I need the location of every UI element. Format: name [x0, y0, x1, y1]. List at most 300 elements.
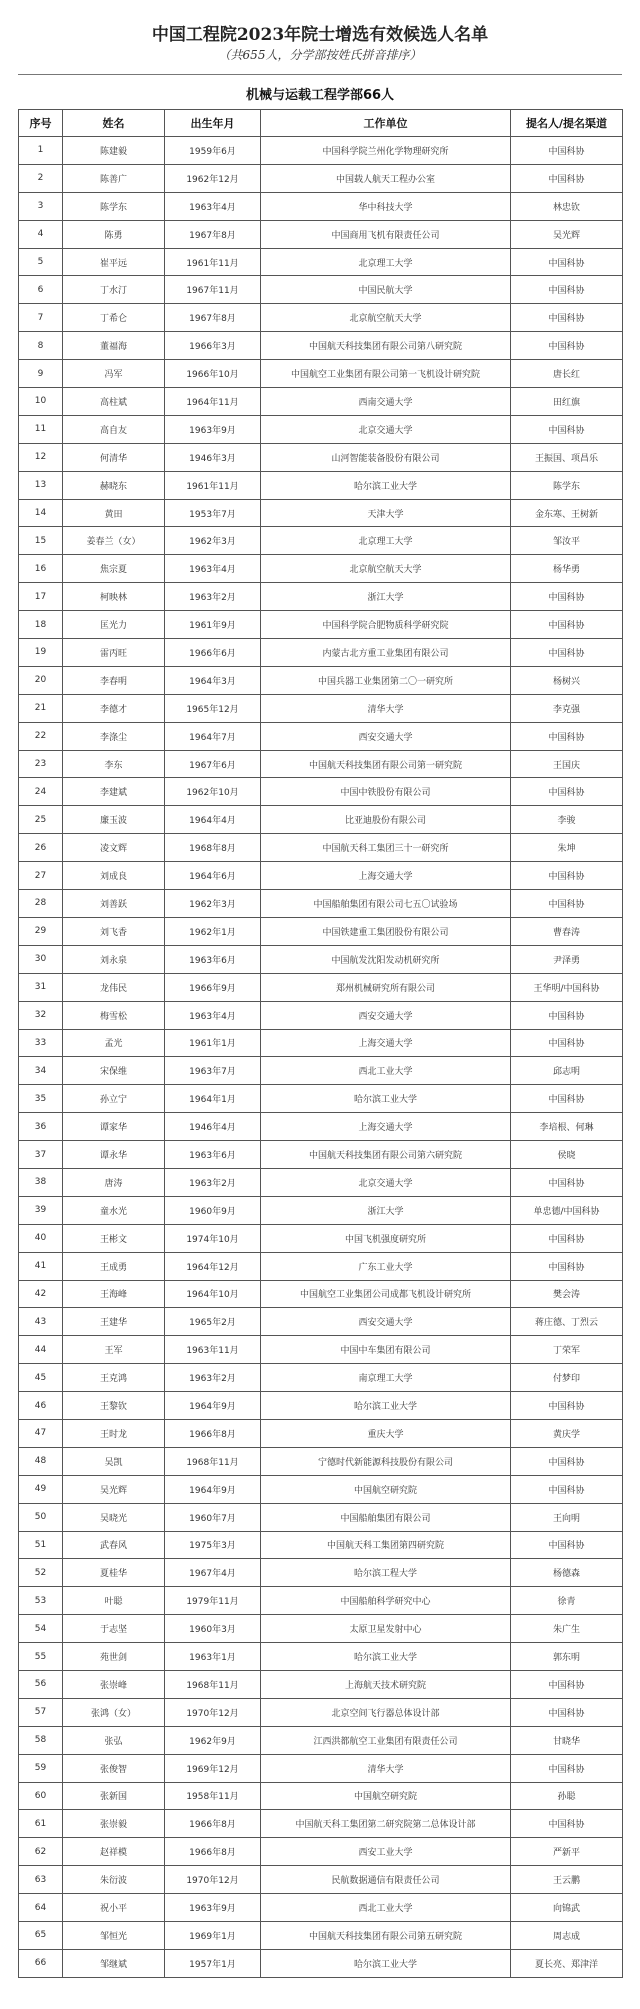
cell-name: 崔平远 [63, 248, 165, 276]
table-row [19, 1643, 623, 1671]
table-row [19, 276, 623, 304]
cell-name: 吴晓光 [63, 1503, 165, 1531]
column-header-name: 姓名 [63, 110, 165, 137]
cell-nominator: 王云鹏 [511, 1866, 623, 1894]
table-row [19, 1308, 623, 1336]
cell-organization: 山河智能装备股份有限公司 [261, 443, 511, 471]
cell-organization: 清华大学 [261, 694, 511, 722]
cell-birth: 1962年3月 [165, 890, 261, 918]
cell-number: 17 [19, 583, 63, 611]
cell-number: 60 [19, 1782, 63, 1810]
cell-nominator: 李培根、何琳 [511, 1113, 623, 1141]
cell-name: 王建华 [63, 1308, 165, 1336]
table-row [19, 862, 623, 890]
cell-name: 李东 [63, 750, 165, 778]
table-row [19, 666, 623, 694]
table-row [19, 1615, 623, 1643]
cell-number: 36 [19, 1113, 63, 1141]
cell-number: 3 [19, 192, 63, 220]
cell-nominator: 中国科协 [511, 862, 623, 890]
table-row [19, 1698, 623, 1726]
cell-nominator: 杨华勇 [511, 555, 623, 583]
cell-birth: 1963年2月 [165, 1168, 261, 1196]
cell-nominator: 中国科协 [511, 1475, 623, 1503]
cell-birth: 1957年1月 [165, 1949, 261, 1977]
table-row [19, 1475, 623, 1503]
column-header-nominator: 提名人/提名渠道 [511, 110, 623, 137]
cell-nominator: 中国科协 [511, 639, 623, 667]
cell-name: 谭家华 [63, 1113, 165, 1141]
cell-number: 5 [19, 248, 63, 276]
cell-organization: 哈尔滨工业大学 [261, 1949, 511, 1977]
cell-nominator: 田红旗 [511, 388, 623, 416]
cell-name: 张崇毅 [63, 1810, 165, 1838]
cell-name: 邹恒光 [63, 1922, 165, 1950]
cell-number: 66 [19, 1949, 63, 1977]
cell-name: 董福海 [63, 332, 165, 360]
cell-birth: 1969年12月 [165, 1754, 261, 1782]
cell-organization: 西安交通大学 [261, 1308, 511, 1336]
cell-birth: 1968年11月 [165, 1670, 261, 1698]
cell-birth: 1958年11月 [165, 1782, 261, 1810]
cell-nominator: 朱广生 [511, 1615, 623, 1643]
cell-name: 凌文辉 [63, 834, 165, 862]
cell-birth: 1963年6月 [165, 1141, 261, 1169]
cell-name: 焦宗夏 [63, 555, 165, 583]
cell-number: 29 [19, 917, 63, 945]
cell-nominator: 严新平 [511, 1838, 623, 1866]
cell-name: 孙立宁 [63, 1085, 165, 1113]
cell-organization: 西安交通大学 [261, 722, 511, 750]
cell-organization: 上海交通大学 [261, 1029, 511, 1057]
cell-nominator: 郭东明 [511, 1643, 623, 1671]
cell-number: 42 [19, 1280, 63, 1308]
cell-organization: 中国铁建重工集团股份有限公司 [261, 917, 511, 945]
cell-nominator: 李克强 [511, 694, 623, 722]
table-row [19, 1392, 623, 1420]
cell-nominator: 中国科协 [511, 304, 623, 332]
cell-organization: 江西洪都航空工业集团有限责任公司 [261, 1726, 511, 1754]
section-title: 机械与运载工程学部66人 [245, 88, 395, 103]
cell-nominator: 侯晓 [511, 1141, 623, 1169]
cell-birth: 1966年8月 [165, 1838, 261, 1866]
cell-birth: 1969年1月 [165, 1922, 261, 1950]
cell-nominator: 林忠钦 [511, 192, 623, 220]
cell-number: 62 [19, 1838, 63, 1866]
cell-organization: 中国中铁股份有限公司 [261, 778, 511, 806]
table-row [19, 750, 623, 778]
cell-nominator: 王振国、项昌乐 [511, 443, 623, 471]
cell-name: 张俊智 [63, 1754, 165, 1782]
cell-nominator: 单忠德/中国科协 [511, 1196, 623, 1224]
cell-nominator: 中国科协 [511, 583, 623, 611]
cell-organization: 中国科学院兰州化学物理研究所 [261, 137, 511, 165]
cell-nominator: 中国科协 [511, 248, 623, 276]
cell-number: 8 [19, 332, 63, 360]
cell-organization: 比亚迪股份有限公司 [261, 806, 511, 834]
cell-birth: 1966年10月 [165, 360, 261, 388]
cell-name: 刘善跃 [63, 890, 165, 918]
cell-nominator: 中国科协 [511, 276, 623, 304]
cell-name: 丁水汀 [63, 276, 165, 304]
cell-nominator: 邹汝平 [511, 527, 623, 555]
cell-birth: 1966年8月 [165, 1810, 261, 1838]
cell-organization: 内蒙古北方重工业集团有限公司 [261, 639, 511, 667]
column-header-number: 序号 [19, 110, 63, 137]
cell-nominator: 中国科协 [511, 1252, 623, 1280]
cell-organization: 中国中车集团有限公司 [261, 1336, 511, 1364]
table-row [19, 639, 623, 667]
cell-birth: 1963年7月 [165, 1057, 261, 1085]
cell-name: 宋保维 [63, 1057, 165, 1085]
table-row [19, 1196, 623, 1224]
document-title: 中国工程院2023年院士增选有效候选人名单 [151, 25, 489, 45]
cell-nominator: 王向明 [511, 1503, 623, 1531]
cell-organization: 中国船舶集团有限公司七五〇试验场 [261, 890, 511, 918]
cell-birth: 1962年9月 [165, 1726, 261, 1754]
table-row [19, 1113, 623, 1141]
cell-nominator: 中国科协 [511, 164, 623, 192]
table-row [19, 1670, 623, 1698]
cell-birth: 1979年11月 [165, 1587, 261, 1615]
cell-name: 王军 [63, 1336, 165, 1364]
cell-organization: 西南交通大学 [261, 388, 511, 416]
cell-organization: 中国兵器工业集团第二〇一研究所 [261, 666, 511, 694]
cell-number: 43 [19, 1308, 63, 1336]
cell-birth: 1967年8月 [165, 220, 261, 248]
cell-nominator: 中国科协 [511, 1029, 623, 1057]
title-divider [18, 74, 622, 75]
cell-nominator: 中国科协 [511, 332, 623, 360]
cell-organization: 中国商用飞机有限责任公司 [261, 220, 511, 248]
cell-nominator: 付梦印 [511, 1364, 623, 1392]
cell-birth: 1960年9月 [165, 1196, 261, 1224]
cell-organization: 哈尔滨工业大学 [261, 471, 511, 499]
cell-number: 35 [19, 1085, 63, 1113]
table-row [19, 1001, 623, 1029]
table-row [19, 1447, 623, 1475]
cell-number: 6 [19, 276, 63, 304]
cell-nominator: 朱坤 [511, 834, 623, 862]
cell-name: 丁希仑 [63, 304, 165, 332]
cell-organization: 北京交通大学 [261, 1168, 511, 1196]
table-row [19, 1168, 623, 1196]
cell-birth: 1962年10月 [165, 778, 261, 806]
cell-name: 刘永泉 [63, 945, 165, 973]
column-header-organization: 工作单位 [261, 110, 511, 137]
cell-organization: 中国航空工业集团有限公司第一飞机设计研究院 [261, 360, 511, 388]
cell-organization: 中国航天科技集团有限公司第六研究院 [261, 1141, 511, 1169]
cell-organization: 中国航天科技集团有限公司第五研究院 [261, 1922, 511, 1950]
cell-number: 18 [19, 611, 63, 639]
cell-number: 31 [19, 973, 63, 1001]
candidate-table [18, 109, 623, 1978]
cell-name: 梅雪松 [63, 1001, 165, 1029]
cell-name: 邹继斌 [63, 1949, 165, 1977]
cell-organization: 西安工业大学 [261, 1838, 511, 1866]
cell-name: 陈建毅 [63, 137, 165, 165]
cell-nominator: 中国科协 [511, 1670, 623, 1698]
cell-birth: 1961年1月 [165, 1029, 261, 1057]
cell-nominator: 杨树兴 [511, 666, 623, 694]
cell-number: 25 [19, 806, 63, 834]
cell-nominator: 中国科协 [511, 611, 623, 639]
cell-name: 叶聪 [63, 1587, 165, 1615]
cell-organization: 北京航空航天大学 [261, 304, 511, 332]
table-row [19, 1894, 623, 1922]
cell-organization: 中国船舶集团有限公司 [261, 1503, 511, 1531]
cell-name: 王时龙 [63, 1419, 165, 1447]
cell-number: 15 [19, 527, 63, 555]
cell-birth: 1967年4月 [165, 1559, 261, 1587]
cell-organization: 中国航空研究院 [261, 1475, 511, 1503]
cell-birth: 1959年6月 [165, 137, 261, 165]
cell-birth: 1960年3月 [165, 1615, 261, 1643]
cell-birth: 1962年12月 [165, 164, 261, 192]
table-row [19, 917, 623, 945]
cell-nominator: 中国科协 [511, 137, 623, 165]
cell-name: 赵祥模 [63, 1838, 165, 1866]
table-row [19, 973, 623, 1001]
cell-number: 47 [19, 1419, 63, 1447]
table-row [19, 834, 623, 862]
cell-nominator: 中国科协 [511, 778, 623, 806]
cell-number: 38 [19, 1168, 63, 1196]
cell-organization: 北京空间飞行器总体设计部 [261, 1698, 511, 1726]
cell-nominator: 樊会涛 [511, 1280, 623, 1308]
cell-number: 59 [19, 1754, 63, 1782]
cell-name: 唐涛 [63, 1168, 165, 1196]
cell-name: 赫晓东 [63, 471, 165, 499]
cell-nominator: 中国科协 [511, 1224, 623, 1252]
table-row [19, 360, 623, 388]
cell-name: 黄田 [63, 499, 165, 527]
cell-birth: 1964年4月 [165, 806, 261, 834]
cell-name: 廉玉波 [63, 806, 165, 834]
cell-number: 4 [19, 220, 63, 248]
table-row [19, 192, 623, 220]
table-row [19, 1949, 623, 1977]
cell-number: 55 [19, 1643, 63, 1671]
cell-birth: 1961年11月 [165, 248, 261, 276]
cell-number: 10 [19, 388, 63, 416]
cell-organization: 哈尔滨工业大学 [261, 1392, 511, 1420]
cell-number: 41 [19, 1252, 63, 1280]
cell-name: 龙伟民 [63, 973, 165, 1001]
cell-birth: 1966年6月 [165, 639, 261, 667]
cell-organization: 太原卫星发射中心 [261, 1615, 511, 1643]
cell-number: 45 [19, 1364, 63, 1392]
cell-birth: 1963年2月 [165, 583, 261, 611]
cell-birth: 1963年1月 [165, 1643, 261, 1671]
table-row [19, 137, 623, 165]
cell-birth: 1963年9月 [165, 415, 261, 443]
cell-number: 20 [19, 666, 63, 694]
table-row [19, 248, 623, 276]
cell-number: 46 [19, 1392, 63, 1420]
cell-nominator: 徐青 [511, 1587, 623, 1615]
cell-nominator: 李骏 [511, 806, 623, 834]
table-row [19, 1838, 623, 1866]
table-row [19, 332, 623, 360]
cell-name: 冯军 [63, 360, 165, 388]
cell-name: 吴光辉 [63, 1475, 165, 1503]
cell-nominator: 中国科协 [511, 1698, 623, 1726]
table-row [19, 527, 623, 555]
cell-nominator: 中国科协 [511, 1168, 623, 1196]
cell-name: 武春风 [63, 1531, 165, 1559]
cell-birth: 1967年6月 [165, 750, 261, 778]
cell-nominator: 中国科协 [511, 1085, 623, 1113]
cell-birth: 1965年2月 [165, 1308, 261, 1336]
cell-name: 吴凯 [63, 1447, 165, 1475]
cell-organization: 浙江大学 [261, 583, 511, 611]
cell-birth: 1975年3月 [165, 1531, 261, 1559]
cell-birth: 1964年12月 [165, 1252, 261, 1280]
cell-number: 64 [19, 1894, 63, 1922]
table-row [19, 1587, 623, 1615]
table-row [19, 1057, 623, 1085]
cell-number: 49 [19, 1475, 63, 1503]
cell-number: 22 [19, 722, 63, 750]
cell-name: 高自友 [63, 415, 165, 443]
cell-name: 雷丙旺 [63, 639, 165, 667]
cell-birth: 1970年12月 [165, 1866, 261, 1894]
table-row [19, 220, 623, 248]
cell-nominator: 中国科协 [511, 1810, 623, 1838]
cell-birth: 1967年8月 [165, 304, 261, 332]
cell-birth: 1964年11月 [165, 388, 261, 416]
table-row [19, 388, 623, 416]
cell-name: 张崇峰 [63, 1670, 165, 1698]
cell-name: 姜春兰（女） [63, 527, 165, 555]
table-header-row [19, 110, 623, 137]
cell-number: 19 [19, 639, 63, 667]
cell-birth: 1964年10月 [165, 1280, 261, 1308]
cell-name: 谭永华 [63, 1141, 165, 1169]
table-row [19, 1336, 623, 1364]
cell-organization: 民航数据通信有限责任公司 [261, 1866, 511, 1894]
cell-name: 张鸿（女） [63, 1698, 165, 1726]
cell-number: 39 [19, 1196, 63, 1224]
cell-organization: 中国飞机强度研究所 [261, 1224, 511, 1252]
cell-birth: 1968年8月 [165, 834, 261, 862]
table-row [19, 1085, 623, 1113]
cell-birth: 1966年9月 [165, 973, 261, 1001]
cell-birth: 1964年7月 [165, 722, 261, 750]
column-header-birth: 出生年月 [165, 110, 261, 137]
cell-nominator: 丁荣军 [511, 1336, 623, 1364]
cell-organization: 重庆大学 [261, 1419, 511, 1447]
cell-number: 7 [19, 304, 63, 332]
cell-number: 23 [19, 750, 63, 778]
cell-name: 陈学东 [63, 192, 165, 220]
cell-name: 朱衍波 [63, 1866, 165, 1894]
cell-name: 李春明 [63, 666, 165, 694]
table-row [19, 1503, 623, 1531]
cell-birth: 1963年4月 [165, 1001, 261, 1029]
table-body [19, 137, 623, 1978]
cell-organization: 北京交通大学 [261, 415, 511, 443]
cell-nominator: 甘晓华 [511, 1726, 623, 1754]
cell-birth: 1965年12月 [165, 694, 261, 722]
cell-name: 王彬文 [63, 1224, 165, 1252]
cell-number: 11 [19, 415, 63, 443]
cell-organization: 西北工业大学 [261, 1894, 511, 1922]
cell-number: 1 [19, 137, 63, 165]
table-row [19, 1810, 623, 1838]
cell-number: 33 [19, 1029, 63, 1057]
cell-nominator: 王华明/中国科协 [511, 973, 623, 1001]
cell-name: 孟光 [63, 1029, 165, 1057]
cell-number: 12 [19, 443, 63, 471]
cell-number: 53 [19, 1587, 63, 1615]
cell-number: 24 [19, 778, 63, 806]
table-row [19, 1280, 623, 1308]
table-row [19, 1559, 623, 1587]
cell-birth: 1961年11月 [165, 471, 261, 499]
cell-birth: 1963年4月 [165, 192, 261, 220]
cell-nominator: 周志成 [511, 1922, 623, 1950]
cell-name: 王成勇 [63, 1252, 165, 1280]
cell-nominator: 唐长红 [511, 360, 623, 388]
cell-organization: 中国航天科工集团三十一研究所 [261, 834, 511, 862]
cell-nominator: 陈学东 [511, 471, 623, 499]
cell-organization: 哈尔滨工程大学 [261, 1559, 511, 1587]
table-row [19, 443, 623, 471]
cell-birth: 1960年7月 [165, 1503, 261, 1531]
cell-name: 陈善广 [63, 164, 165, 192]
cell-organization: 中国航天科技集团有限公司第八研究院 [261, 332, 511, 360]
table-row [19, 1922, 623, 1950]
table-row [19, 1754, 623, 1782]
cell-nominator: 中国科协 [511, 1447, 623, 1475]
cell-number: 57 [19, 1698, 63, 1726]
cell-number: 16 [19, 555, 63, 583]
cell-nominator: 王国庆 [511, 750, 623, 778]
cell-nominator: 夏长亮、郑津洋 [511, 1949, 623, 1977]
cell-nominator: 中国科协 [511, 722, 623, 750]
cell-birth: 1963年11月 [165, 1336, 261, 1364]
cell-birth: 1963年2月 [165, 1364, 261, 1392]
cell-number: 58 [19, 1726, 63, 1754]
cell-birth: 1963年9月 [165, 1894, 261, 1922]
cell-nominator: 孙聪 [511, 1782, 623, 1810]
cell-name: 王海峰 [63, 1280, 165, 1308]
cell-organization: 西北工业大学 [261, 1057, 511, 1085]
cell-name: 高柱斌 [63, 388, 165, 416]
cell-birth: 1964年9月 [165, 1392, 261, 1420]
cell-birth: 1964年9月 [165, 1475, 261, 1503]
table-row [19, 583, 623, 611]
cell-organization: 上海航天技术研究院 [261, 1670, 511, 1698]
cell-number: 21 [19, 694, 63, 722]
cell-number: 37 [19, 1141, 63, 1169]
cell-number: 65 [19, 1922, 63, 1950]
table-row [19, 555, 623, 583]
cell-birth: 1970年12月 [165, 1698, 261, 1726]
cell-name: 于志坚 [63, 1615, 165, 1643]
cell-name: 匡光力 [63, 611, 165, 639]
cell-number: 54 [19, 1615, 63, 1643]
cell-name: 祝小平 [63, 1894, 165, 1922]
cell-organization: 北京理工大学 [261, 248, 511, 276]
cell-organization: 清华大学 [261, 1754, 511, 1782]
cell-name: 王黎钦 [63, 1392, 165, 1420]
table-row [19, 1141, 623, 1169]
cell-number: 9 [19, 360, 63, 388]
cell-organization: 中国航天科工集团第四研究院 [261, 1531, 511, 1559]
